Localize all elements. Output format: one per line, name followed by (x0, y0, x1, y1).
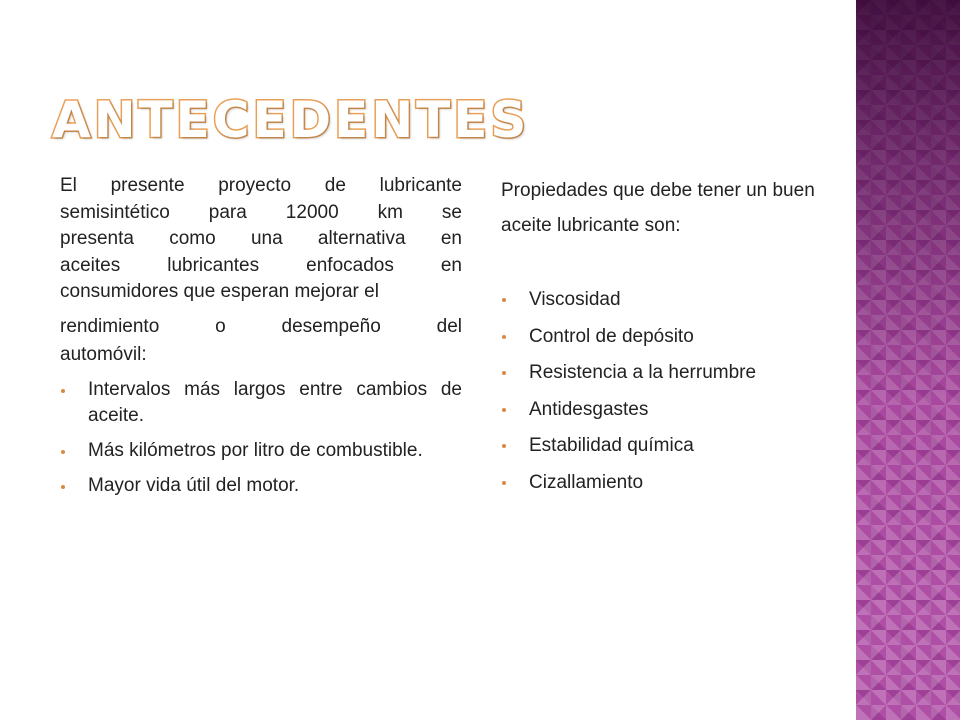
right-intro-line: aceite lubricante son: (501, 215, 681, 236)
list-item-text: Más kilómetros por litro de combustible. (88, 440, 423, 461)
list-item (501, 428, 921, 465)
bullet-icon (61, 485, 65, 489)
bullet-icon (502, 335, 506, 339)
list-item-text: Resistencia a la herrumbre (529, 362, 757, 383)
list-item (501, 282, 921, 319)
right-column (501, 173, 921, 501)
bullet-icon (502, 444, 506, 448)
list-item-text: Intervalos más largos entre cambios de aceite. (88, 379, 462, 426)
left-intro-line: El presente proyecto de lubricante (60, 175, 462, 196)
list-item (501, 319, 921, 356)
left-intro-line: semisintético para 12000 km se (60, 201, 462, 223)
list-item-text: Mayor vida útil del motor. (88, 475, 300, 496)
left-intro-line: aceites lubricantes enfocados en (60, 254, 462, 276)
right-intro-line: Propiedades que debe tener un buen (501, 180, 815, 201)
list-item (501, 355, 921, 392)
list-item (60, 377, 462, 429)
right-bullet-list (501, 282, 921, 501)
left-bullet-list (60, 377, 462, 499)
left-intro-line: automóvil: (60, 343, 147, 365)
list-item (501, 392, 921, 429)
left-intro-paragraph (60, 173, 462, 368)
list-item (60, 473, 462, 499)
bullet-icon (502, 481, 506, 485)
list-item-text: Cizallamiento (529, 471, 644, 493)
bullet-icon (61, 450, 65, 454)
left-intro-line: presenta como una alternativa en (60, 228, 462, 249)
bullet-icon (61, 389, 65, 393)
list-item-text: Antidesgastes (529, 398, 649, 420)
bullet-icon (502, 371, 506, 375)
left-intro-line: consumidores que esperan mejorar el (60, 281, 379, 302)
bullet-icon (502, 408, 506, 412)
left-column (60, 173, 462, 499)
list-item-text: Control de depósito (529, 325, 694, 347)
list-item (501, 465, 921, 502)
bullet-icon (502, 298, 506, 302)
list-item-text: Viscosidad (529, 289, 621, 310)
list-item (60, 438, 462, 464)
slide-title: ANTECEDENTES (52, 91, 530, 149)
list-item-text: Estabilidad química (529, 435, 694, 456)
left-intro-line: rendimiento o desempeño del (60, 315, 462, 337)
